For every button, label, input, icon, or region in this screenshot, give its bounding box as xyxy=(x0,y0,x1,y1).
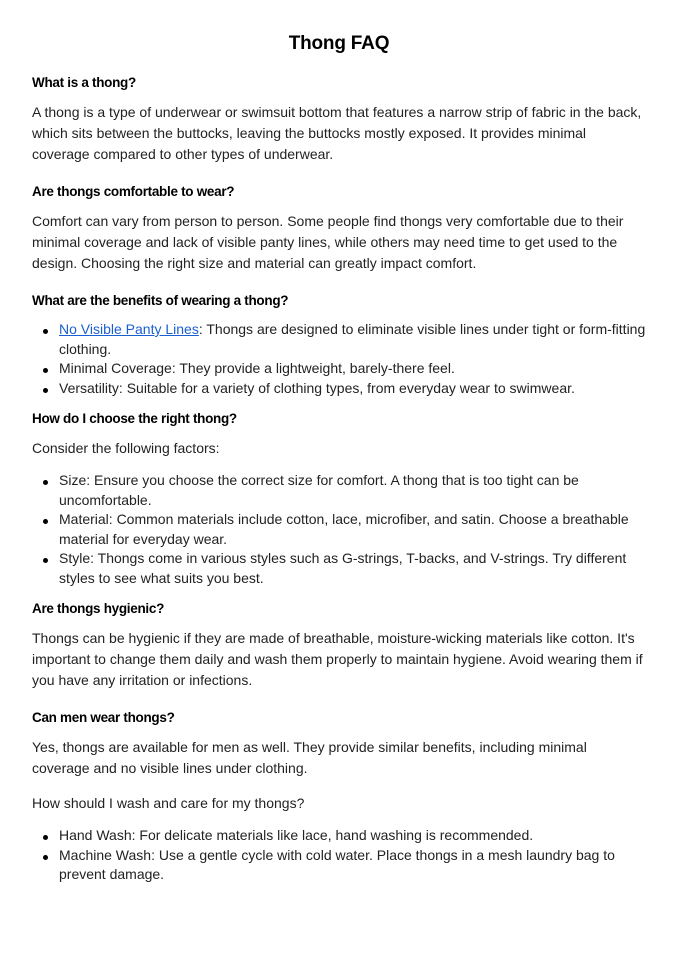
list-item-text: : Suitable for a variety of clothing types, from everyday wear to swimwear. xyxy=(118,379,575,396)
no-visible-panty-lines-link[interactable]: No Visible Panty Lines xyxy=(59,321,199,337)
faq-question: What is a thong? xyxy=(32,75,136,90)
list-item xyxy=(32,846,646,885)
faq-question: Are thongs comfortable to wear? xyxy=(32,184,235,199)
list-item xyxy=(32,320,646,359)
list-item-text: : Thongs are designed to eliminate visible lines under tight or form-fitting clothing. xyxy=(59,321,646,357)
faq-question: What are the benefits of wearing a thong? xyxy=(32,293,289,308)
list-item-label: Size xyxy=(59,472,87,488)
list-item-label: Style xyxy=(59,550,91,566)
list-item xyxy=(32,471,646,510)
faq-intro: Consider the following factors: xyxy=(32,440,220,456)
faq-question: How do I choose the right thong? xyxy=(32,411,237,426)
faq-question: Are thongs hygienic? xyxy=(32,601,165,616)
list-item-text: : Use a gentle cycle with cold water. Place thongs in a mesh laundry bag to prevent damage. xyxy=(59,846,615,882)
faq-answer: Comfort can vary from person to person. Some people find thongs very comfortable due to their minimal coverage and lack of visible panty lines, while others may need time to get used to the design. Choosing the right size and material can greatly impact comfort. xyxy=(32,213,624,271)
list-item-text: : Common materials include cotton, lace, microfiber, and satin. Choose a breathable material for everyday wear. xyxy=(59,511,629,547)
benefits-list xyxy=(32,320,646,398)
list-item xyxy=(32,359,646,379)
faq-question-plain: How should I wash and care for my thongs? xyxy=(32,795,305,811)
list-item-text: : They provide a lightweight, barely-there feel. xyxy=(171,360,455,376)
list-item-label: Machine Wash xyxy=(59,846,152,863)
list-item-label: Material xyxy=(59,511,109,527)
factors-list xyxy=(32,471,646,588)
faq-answer: Thongs can be hygienic if they are made of breathable, moisture-wicking materials like cotton. It's important to change them daily and wash them properly to maintain hygiene. Avoid wearing them if you have any irritation or infections. xyxy=(32,630,643,688)
faq-question: Can men wear thongs? xyxy=(32,710,175,725)
list-item xyxy=(32,379,646,399)
faq-answer: A thong is a type of underwear or swimsuit bottom that features a narrow strip of fabric in the back, which sits between the buttocks, leaving the buttocks mostly exposed. It provides minimal coverage compared to other types of underwear. xyxy=(32,104,642,162)
list-item-text: : Ensure you choose the correct size for comfort. A thong that is too tight can be uncomfortable. xyxy=(59,472,579,508)
list-item xyxy=(32,549,646,588)
list-item-text: : For delicate materials like lace, hand washing is recommended. xyxy=(131,827,534,843)
list-item xyxy=(32,826,646,846)
faq-answer: Yes, thongs are available for men as well. They provide similar benefits, including minimal coverage and no visible lines under clothing. xyxy=(32,739,587,776)
care-list xyxy=(32,826,646,885)
list-item-label: Hand Wash xyxy=(59,827,132,843)
list-item-label: Versatility xyxy=(59,379,119,396)
list-item-label: Minimal Coverage xyxy=(59,360,172,376)
page-title: Thong FAQ xyxy=(288,33,390,54)
list-item-text: : Thongs come in various styles such as G-strings, T-backs, and V-strings. Try different styles to see what suits you best. xyxy=(59,550,627,586)
list-item xyxy=(32,510,646,549)
